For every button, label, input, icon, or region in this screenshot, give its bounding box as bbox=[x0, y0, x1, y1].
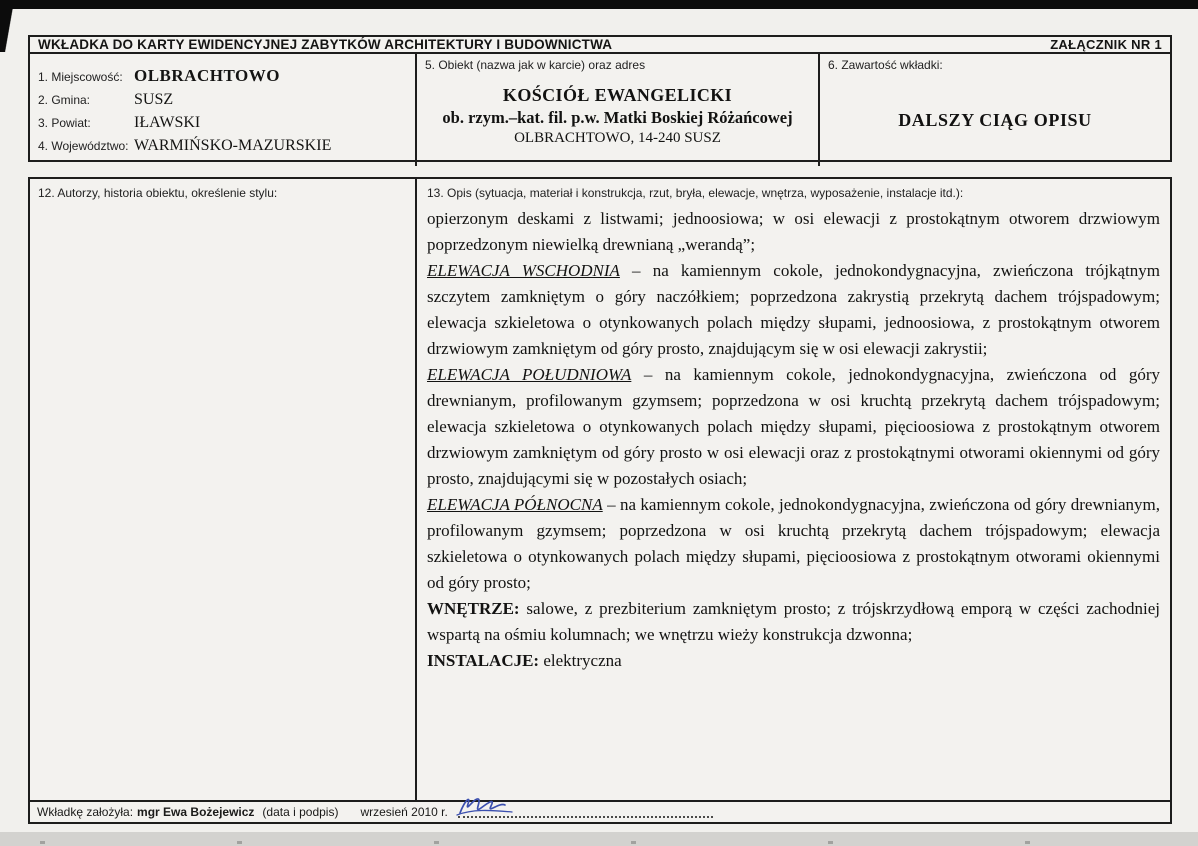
field-value: WARMIŃSKO-MAZURSKIE bbox=[134, 137, 332, 154]
handwritten-signature-icon bbox=[454, 793, 516, 819]
description-row bbox=[30, 179, 1170, 800]
footer-row bbox=[30, 800, 1170, 822]
description-block bbox=[28, 177, 1172, 824]
field-wojewodztwo bbox=[38, 137, 407, 155]
form-header-row bbox=[30, 37, 1170, 54]
object-identity bbox=[425, 85, 810, 147]
authors-cell bbox=[30, 179, 417, 800]
footer-date: wrzesień 2010 r. bbox=[360, 805, 448, 819]
description-text bbox=[427, 206, 1160, 674]
field-label: 4. Województwo: bbox=[38, 139, 129, 153]
description-paragraph: ELEWACJA POŁUDNIOWA – na kamiennym cokole, jednokondygnacyjna, zwieńczona od góry drewnianym, profilowanym gzymsem; poprzedzona w osi kruchtą przekrytą dachem trójspadowym; elewacja szkieletowa o otynkowanych polach między słupami, pięcioosiowa z prostokątnym otworem drzwiowym zamkniętym od góry prosto w osi elewacji oraz z prostokątnymi otworami okiennymi od góry prosto, znajdującymi się w pozostałych osiach; bbox=[427, 365, 1160, 488]
scan-corner-shadow bbox=[0, 0, 16, 52]
paragraph-heading: ELEWACJA POŁUDNIOWA bbox=[427, 365, 632, 384]
object-name: KOŚCIÓŁ EWANGELICKI bbox=[502, 85, 733, 105]
description-cell-label: 13. Opis (sytuacja, materiał i konstrukcja, rzut, bryła, elewacje, wnętrza, wyposażenie, instalacje itd.): bbox=[427, 186, 964, 200]
description-cell bbox=[417, 179, 1170, 800]
object-address: OLBRACHTOWO, 14-240 SUSZ bbox=[514, 130, 721, 146]
identification-block bbox=[28, 35, 1172, 162]
footer-label: Wkładkę założyła: bbox=[37, 805, 134, 819]
signature-dotted-line bbox=[458, 806, 713, 818]
field-miejscowosc bbox=[38, 66, 407, 86]
field-label: 1. Miejscowość: bbox=[38, 70, 123, 84]
scan-top-edge bbox=[0, 0, 1198, 9]
description-paragraph: WNĘTRZE: salowe, z prezbiterium zamkniętym prosto; z trójskrzydłową emporą w części zachodniej wspartą na ośmiu kolumnach; we wnętrzu wieży konstrukcja dzwonna; bbox=[427, 599, 1160, 644]
paragraph-heading: ELEWACJA WSCHODNIA bbox=[427, 261, 620, 280]
paragraph-heading: INSTALACJE: bbox=[427, 651, 540, 670]
field-powiat bbox=[38, 114, 407, 132]
description-paragraph: opierzonym deskami z listwami; jednoosiowa; w osi elewacji z prostokątnym otworem drzwiowym poprzedzonym niewielką drewnianą „werandą”; bbox=[427, 209, 1160, 254]
field-label: 2. Gmina: bbox=[38, 93, 91, 107]
form-title: WKŁADKA DO KARTY EWIDENCYJNEJ ZABYTKÓW ARCHITEKTURY I BUDOWNICTWA bbox=[38, 37, 613, 52]
scan-artifact-marks bbox=[40, 841, 1160, 844]
attachment-number-label: ZAŁĄCZNIK NR 1 bbox=[1050, 37, 1162, 52]
field-gmina bbox=[38, 91, 407, 109]
location-cell bbox=[30, 54, 417, 166]
footer-author-name: mgr Ewa Bożejewicz bbox=[137, 805, 255, 819]
object-cell bbox=[417, 54, 820, 166]
field-value: SUSZ bbox=[134, 91, 174, 108]
object-cell-label: 5. Obiekt (nazwa jak w karcie) oraz adres bbox=[425, 58, 646, 72]
object-subname: ob. rzym.–kat. fil. p.w. Matki Boskiej Różańcowej bbox=[442, 108, 793, 127]
field-value: OLBRACHTOWO bbox=[134, 66, 280, 85]
description-paragraph: ELEWACJA PÓŁNOCNA – na kamiennym cokole, jednokondygnacyjna, zwieńczona od góry drewnianym, profilowanym gzymsem; poprzedzona w osi kruchtą przekrytą dachem trójspadowym; elewacja szkieletowa o otynkowanych polach między słupami, pięcioosiowa z prostokątnym otworami okiennymi od góry prosto; bbox=[427, 495, 1160, 592]
field-label: 3. Powiat: bbox=[38, 116, 91, 130]
description-paragraph: ELEWACJA WSCHODNIA – na kamiennym cokole, jednokondygnacyjna, zwieńczona trójkątnym szczytem zamkniętym o góry naczółkiem; poprzedzona zakrystią przekrytą dachem trójspadowym; elewacja szkieletowa o otynkowanych polach między słupami, jednoosiowa, z prostokątnym otworem drzwiowym zamkniętym od góry prosto, znajdującym się w osi elewacji zakrystii; bbox=[427, 261, 1160, 358]
identification-row bbox=[30, 54, 1170, 166]
insert-contents-cell bbox=[820, 54, 1170, 166]
authors-cell-label: 12. Autorzy, historia obiektu, określenie stylu: bbox=[38, 186, 278, 200]
contents-value: DALSZY CIĄG OPISU bbox=[898, 110, 1092, 130]
paragraph-heading: ELEWACJA PÓŁNOCNA bbox=[427, 495, 603, 514]
description-paragraph: INSTALACJE: elektryczna bbox=[427, 651, 622, 670]
paragraph-heading: WNĘTRZE: bbox=[427, 599, 520, 618]
contents-cell-label: 6. Zawartość wkładki: bbox=[828, 58, 943, 72]
footer-date-signature-label: (data i podpis) bbox=[262, 805, 339, 819]
field-value: IŁAWSKI bbox=[134, 114, 201, 131]
